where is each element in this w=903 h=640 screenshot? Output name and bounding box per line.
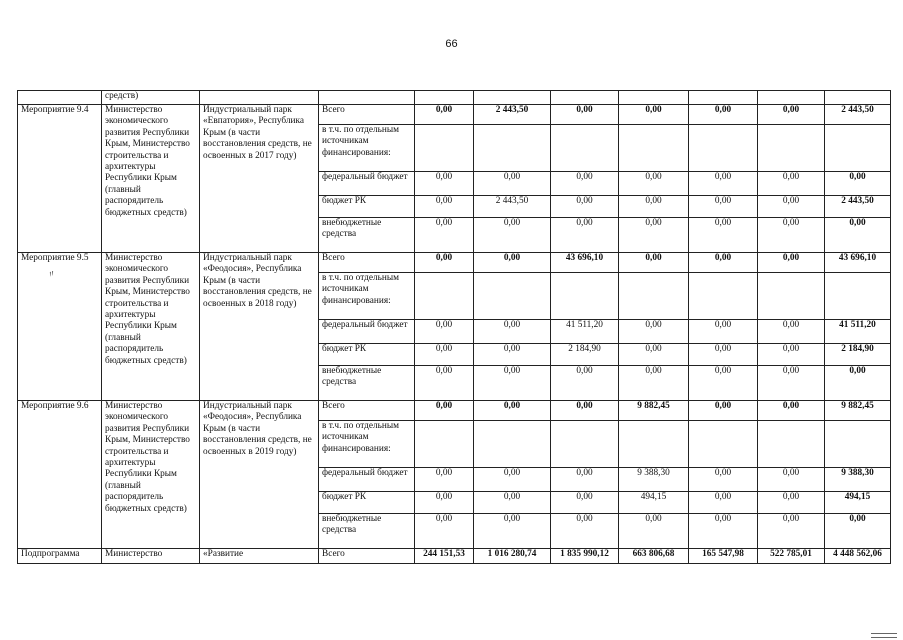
funding-source-cell: в т.ч. по отдельным источникам финансирования: xyxy=(319,273,415,320)
amount-cell: 0,00 xyxy=(415,320,474,344)
amount-cell: 9 388,30 xyxy=(619,468,689,492)
amount-cell: 0,00 xyxy=(474,366,551,401)
handwritten-mark: 〃 xyxy=(45,267,58,281)
amount-cell: 2 443,50 xyxy=(825,196,891,218)
section-executor-cell: Министерство экономического развития Республики Крым, Министерство строительства и архитектуры Республики Крым (главный распорядитель бюджетных средств) xyxy=(102,253,200,401)
funding-row xyxy=(18,105,891,125)
amount-cell xyxy=(551,421,619,468)
funding-source-cell: внебюджетные средства xyxy=(319,366,415,401)
amount-cell xyxy=(415,125,474,172)
amount-cell xyxy=(415,273,474,320)
amount-cell: 0,00 xyxy=(474,401,551,421)
amount-cell: 0,00 xyxy=(415,218,474,253)
scan-corner-mark xyxy=(871,633,897,638)
amount-cell: 0,00 xyxy=(758,172,825,196)
amount-cell: 0,00 xyxy=(415,366,474,401)
funding-source-cell: внебюджетные средства xyxy=(319,218,415,253)
subprogram-amount-cell: 522 785,01 xyxy=(758,549,825,564)
amount-cell: 41 511,20 xyxy=(825,320,891,344)
subprogram-event-cell: Подпрограмма xyxy=(18,549,102,564)
funding-source-cell: бюджет РК xyxy=(319,492,415,514)
funding-source-cell: Всего xyxy=(319,253,415,273)
amount-cell: 0,00 xyxy=(415,468,474,492)
amount-cell: 0,00 xyxy=(474,514,551,549)
amount-cell xyxy=(825,421,891,468)
section-name-cell: Индустриальный парк «Феодосия», Республика Крым (в части восстановления средств, не освоенных в 2018 году) xyxy=(200,253,319,401)
amount-cell: 0,00 xyxy=(825,514,891,549)
amount-cell: 0,00 xyxy=(551,514,619,549)
amount-cell: 0,00 xyxy=(619,172,689,196)
amount-cell: 0,00 xyxy=(474,492,551,514)
section-event-cell: Мероприятие 9.6 xyxy=(18,401,102,549)
amount-cell: 0,00 xyxy=(474,172,551,196)
amount-cell: 0,00 xyxy=(689,196,758,218)
amount-cell: 0,00 xyxy=(415,344,474,366)
amount-cell: 0,00 xyxy=(758,468,825,492)
amount-cell: 2 184,90 xyxy=(551,344,619,366)
funding-source-cell: в т.ч. по отдельным источникам финансирования: xyxy=(319,125,415,172)
amount-cell: 0,00 xyxy=(689,320,758,344)
continuation-event-cell xyxy=(18,91,102,105)
amount-cell: 0,00 xyxy=(415,492,474,514)
amount-cell: 0,00 xyxy=(415,172,474,196)
amount-cell xyxy=(825,125,891,172)
amount-cell: 0,00 xyxy=(551,366,619,401)
amount-cell: 0,00 xyxy=(689,253,758,273)
amount-cell: 0,00 xyxy=(758,320,825,344)
subprogram-executor-cell: Министерство xyxy=(102,549,200,564)
amount-cell: 9 882,45 xyxy=(619,401,689,421)
amount-cell: 0,00 xyxy=(619,218,689,253)
amount-cell: 0,00 xyxy=(474,344,551,366)
amount-cell: 494,15 xyxy=(619,492,689,514)
amount-cell: 0,00 xyxy=(825,172,891,196)
amount-cell: 0,00 xyxy=(474,253,551,273)
amount-cell: 0,00 xyxy=(415,253,474,273)
funding-source-cell: федеральный бюджет xyxy=(319,320,415,344)
funding-source-cell: бюджет РК xyxy=(319,196,415,218)
continuation-executor-cell: средств) xyxy=(102,91,200,105)
subprogram-amount-cell: 1 835 990,12 xyxy=(551,549,619,564)
amount-cell xyxy=(415,421,474,468)
funding-source-cell: бюджет РК xyxy=(319,344,415,366)
funding-row xyxy=(18,253,891,273)
subprogram-amount-cell: 663 806,68 xyxy=(619,549,689,564)
amount-cell: 0,00 xyxy=(689,172,758,196)
subprogram-row xyxy=(18,549,891,564)
amount-cell: 41 511,20 xyxy=(551,320,619,344)
amount-cell: 0,00 xyxy=(474,218,551,253)
amount-cell xyxy=(758,125,825,172)
amount-cell xyxy=(551,273,619,320)
amount-cell xyxy=(619,273,689,320)
page-number: 66 xyxy=(445,38,458,50)
amount-cell: 0,00 xyxy=(551,492,619,514)
amount-cell: 0,00 xyxy=(689,514,758,549)
amount-cell: 0,00 xyxy=(758,105,825,125)
amount-cell: 2 184,90 xyxy=(825,344,891,366)
amount-cell: 0,00 xyxy=(825,218,891,253)
amount-cell: 43 696,10 xyxy=(551,253,619,273)
amount-cell: 0,00 xyxy=(551,105,619,125)
amount-cell: 0,00 xyxy=(551,401,619,421)
amount-cell xyxy=(551,125,619,172)
amount-cell: 0,00 xyxy=(619,196,689,218)
continuation-name-cell xyxy=(200,91,319,105)
amount-cell: 0,00 xyxy=(415,401,474,421)
amount-cell: 2 443,50 xyxy=(474,196,551,218)
amount-cell: 0,00 xyxy=(619,253,689,273)
amount-cell xyxy=(619,421,689,468)
amount-cell: 0,00 xyxy=(551,196,619,218)
amount-cell: 0,00 xyxy=(758,401,825,421)
amount-cell: 0,00 xyxy=(551,218,619,253)
amount-cell: 9 388,30 xyxy=(825,468,891,492)
amount-cell: 0,00 xyxy=(825,366,891,401)
funding-source-cell: в т.ч. по отдельным источникам финансирования: xyxy=(319,421,415,468)
amount-cell: 0,00 xyxy=(415,105,474,125)
amount-cell xyxy=(689,125,758,172)
amount-cell: 0,00 xyxy=(415,196,474,218)
funding-source-cell: Всего xyxy=(319,401,415,421)
amount-cell: 9 882,45 xyxy=(825,401,891,421)
section-name-cell: Индустриальный парк «Феодосия», Республика Крым (в части восстановления средств, не освоенных в 2019 году) xyxy=(200,401,319,549)
amount-cell: 0,00 xyxy=(619,344,689,366)
subprogram-amount-cell: 165 547,98 xyxy=(689,549,758,564)
amount-cell: 0,00 xyxy=(689,492,758,514)
amount-cell: 0,00 xyxy=(689,218,758,253)
amount-cell: 494,15 xyxy=(825,492,891,514)
amount-cell: 0,00 xyxy=(689,401,758,421)
amount-cell: 0,00 xyxy=(758,253,825,273)
amount-cell: 2 443,50 xyxy=(474,105,551,125)
amount-cell xyxy=(474,421,551,468)
amount-cell: 0,00 xyxy=(551,172,619,196)
section-event-cell: Мероприятие 9.5 xyxy=(18,253,102,401)
amount-cell: 0,00 xyxy=(689,366,758,401)
amount-cell: 0,00 xyxy=(758,366,825,401)
amount-cell xyxy=(758,273,825,320)
amount-cell: 0,00 xyxy=(619,366,689,401)
amount-cell xyxy=(825,273,891,320)
amount-cell: 0,00 xyxy=(551,468,619,492)
amount-cell: 0,00 xyxy=(415,514,474,549)
amount-cell: 0,00 xyxy=(474,320,551,344)
continuation-row xyxy=(18,91,891,105)
funding-row xyxy=(18,401,891,421)
subprogram-amount-cell: 1 016 280,74 xyxy=(474,549,551,564)
amount-cell: 0,00 xyxy=(758,514,825,549)
section-name-cell: Индустриальный парк «Евпатория», Республика Крым (в части восстановления средств, не освоенных в 2017 году) xyxy=(200,105,319,253)
amount-cell: 0,00 xyxy=(689,468,758,492)
amount-cell: 0,00 xyxy=(689,105,758,125)
amount-cell xyxy=(474,273,551,320)
amount-cell xyxy=(619,125,689,172)
amount-cell: 0,00 xyxy=(758,218,825,253)
amount-cell: 0,00 xyxy=(619,105,689,125)
subprogram-name-cell: «Развитие xyxy=(200,549,319,564)
amount-cell xyxy=(689,273,758,320)
amount-cell: 0,00 xyxy=(758,344,825,366)
funding-source-cell: федеральный бюджет xyxy=(319,468,415,492)
amount-cell xyxy=(758,421,825,468)
amount-cell: 0,00 xyxy=(758,492,825,514)
amount-cell: 0,00 xyxy=(619,320,689,344)
section-event-cell: Мероприятие 9.4 xyxy=(18,105,102,253)
subprogram-amount-cell: 244 151,53 xyxy=(415,549,474,564)
section-executor-cell: Министерство экономического развития Республики Крым, Министерство строительства и архитектуры Республики Крым (главный распорядитель бюджетных средств) xyxy=(102,105,200,253)
budget-table xyxy=(17,90,891,564)
amount-cell: 43 696,10 xyxy=(825,253,891,273)
funding-source-cell: федеральный бюджет xyxy=(319,172,415,196)
funding-source-cell: внебюджетные средства xyxy=(319,514,415,549)
funding-source-cell: Всего xyxy=(319,105,415,125)
subprogram-amount-cell: 4 448 562,06 xyxy=(825,549,891,564)
amount-cell: 2 443,50 xyxy=(825,105,891,125)
amount-cell xyxy=(474,125,551,172)
amount-cell: 0,00 xyxy=(758,196,825,218)
amount-cell xyxy=(689,421,758,468)
amount-cell: 0,00 xyxy=(619,514,689,549)
amount-cell: 0,00 xyxy=(689,344,758,366)
subprogram-source-cell: Всего xyxy=(319,549,415,564)
section-executor-cell: Министерство экономического развития Республики Крым, Министерство строительства и архитектуры Республики Крым (главный распорядитель бюджетных средств) xyxy=(102,401,200,549)
amount-cell: 0,00 xyxy=(474,468,551,492)
